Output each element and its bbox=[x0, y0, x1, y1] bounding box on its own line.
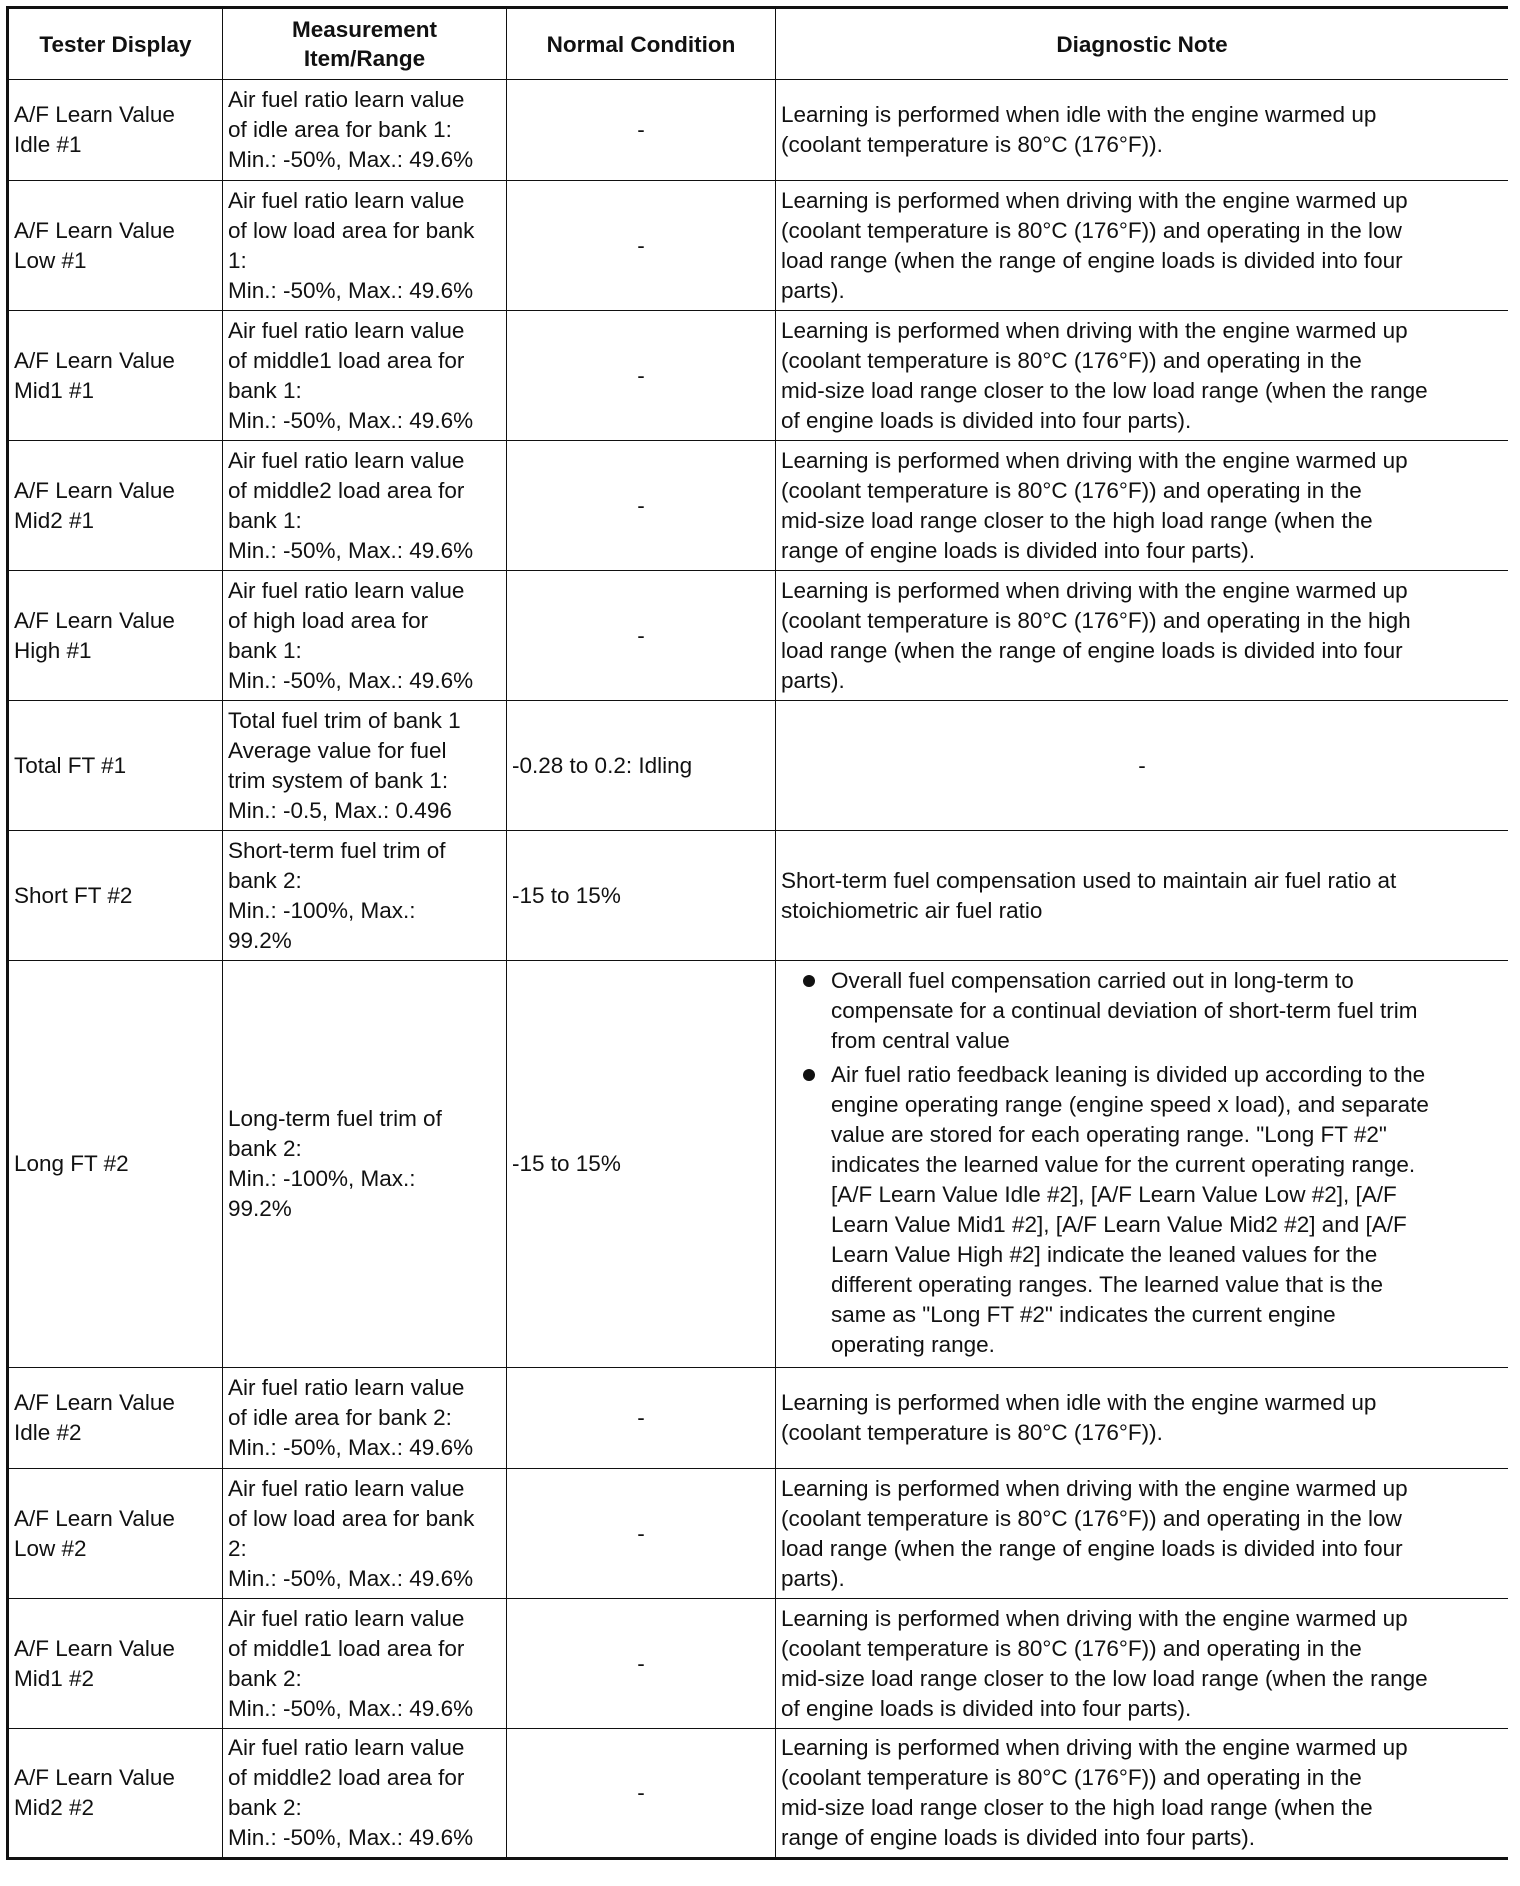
diagnostic-note-cell bbox=[776, 701, 1509, 831]
header-normal-condition bbox=[507, 8, 776, 80]
measurement-item-line: Min.: -0.5, Max.: 0.496 bbox=[228, 797, 452, 823]
tester-display-line: A/F Learn Value bbox=[14, 347, 175, 373]
normal-condition-cell bbox=[507, 311, 776, 441]
measurement-item-line: Min.: -50%, Max.: 49.6% bbox=[228, 1825, 474, 1850]
measurement-item-line: Min.: -100%, Max.: bbox=[228, 897, 416, 923]
normal-condition-value: -15 to 15% bbox=[512, 882, 621, 908]
tester-display-line: Mid1 #2 bbox=[14, 1665, 95, 1691]
diagnostic-note-line: Learning is performed when driving with the engine warmed up bbox=[781, 447, 1408, 473]
measurement-item-line: Air fuel ratio learn value bbox=[228, 1605, 465, 1631]
diagnostic-note-line: range of engine loads is divided into four parts). bbox=[781, 537, 1256, 563]
tester-display-cell bbox=[8, 1729, 223, 1859]
diagnostic-note-bullet-line: from central value bbox=[831, 1028, 1010, 1053]
bullet-dot-icon bbox=[803, 975, 815, 987]
tester-display-cell bbox=[8, 80, 223, 181]
table-row bbox=[8, 1599, 1509, 1729]
diagnostic-note-bullet-line: different operating ranges. The learned value that is the bbox=[831, 1272, 1384, 1297]
tester-display-line: A/F Learn Value bbox=[14, 1390, 175, 1415]
normal-condition-value: - bbox=[637, 117, 645, 142]
measurement-item-cell bbox=[223, 181, 507, 311]
measurement-item-line: Air fuel ratio learn value bbox=[228, 87, 465, 112]
tester-display-line: A/F Learn Value bbox=[14, 607, 175, 633]
measurement-item-cell bbox=[223, 831, 507, 961]
diagnostic-note-line: (coolant temperature is 80°C (176°F)) and operating in the high bbox=[781, 607, 1411, 633]
measurement-item-line: 1: bbox=[228, 247, 247, 273]
tester-display-line: Low #1 bbox=[14, 247, 87, 273]
measurement-item-line: of high load area for bbox=[228, 607, 429, 633]
diagnostic-note-line: mid-size load range closer to the low load range (when the range bbox=[781, 377, 1428, 403]
measurement-item-line: Air fuel ratio learn value bbox=[228, 187, 465, 213]
data-list-table bbox=[6, 6, 1508, 1860]
normal-condition-cell bbox=[507, 80, 776, 181]
diagnostic-note-line: parts). bbox=[781, 667, 845, 693]
tester-display-line: Mid1 #1 bbox=[14, 377, 95, 403]
header-measurement-line2: Item/Range bbox=[303, 46, 426, 71]
measurement-item-line: bank 2: bbox=[228, 1136, 302, 1161]
measurement-item-cell bbox=[223, 1729, 507, 1859]
measurement-item-cell bbox=[223, 441, 507, 571]
diagnostic-note-cell bbox=[776, 831, 1509, 961]
measurement-item-line: Min.: -50%, Max.: 49.6% bbox=[228, 667, 474, 693]
diagnostic-note-bullet-line: value are stored for each operating range. "Long FT #2" bbox=[831, 1122, 1387, 1147]
diagnostic-note-cell bbox=[776, 961, 1509, 1368]
tester-display-line: A/F Learn Value bbox=[14, 477, 175, 503]
tester-display-line: Mid2 #1 bbox=[14, 507, 95, 533]
diagnostic-note-line: (coolant temperature is 80°C (176°F)) and operating in the low bbox=[781, 1505, 1402, 1531]
diagnostic-note-line: Learning is performed when driving with the engine warmed up bbox=[781, 187, 1408, 213]
normal-condition-cell bbox=[507, 961, 776, 1368]
diagnostic-note-line: Learning is performed when idle with the engine warmed up bbox=[781, 1390, 1377, 1415]
measurement-item-line: of middle2 load area for bbox=[228, 477, 465, 503]
table-body bbox=[8, 80, 1509, 1859]
tester-display-line: A/F Learn Value bbox=[14, 217, 175, 243]
diagnostic-note-bullet-line: compensate for a continual deviation of short-term fuel trim bbox=[831, 998, 1418, 1023]
measurement-item-cell bbox=[223, 1599, 507, 1729]
normal-condition-cell bbox=[507, 571, 776, 701]
table-row bbox=[8, 831, 1509, 961]
measurement-item-line: Average value for fuel bbox=[228, 737, 447, 763]
measurement-item-line: Min.: -100%, Max.: bbox=[228, 1166, 416, 1191]
diagnostic-note-line: (coolant temperature is 80°C (176°F)) and operating in the low bbox=[781, 217, 1402, 243]
normal-condition-cell bbox=[507, 1469, 776, 1599]
diagnostic-note-line: mid-size load range closer to the low load range (when the range bbox=[781, 1665, 1428, 1691]
measurement-item-line: Total fuel trim of bank 1 bbox=[228, 707, 461, 733]
diagnostic-note-line: Learning is performed when driving with the engine warmed up bbox=[781, 577, 1408, 603]
diagnostic-note-line: - bbox=[1138, 752, 1146, 778]
measurement-item-line: bank 1: bbox=[228, 377, 302, 403]
measurement-item-line: Air fuel ratio learn value bbox=[228, 577, 465, 603]
diagnostic-note-bullet-line: Learn Value High #2] indicate the leaned values for the bbox=[831, 1242, 1378, 1267]
normal-condition-cell bbox=[507, 831, 776, 961]
diagnostic-note-line: load range (when the range of engine loads is divided into four bbox=[781, 637, 1403, 663]
diagnostic-note-line: parts). bbox=[781, 277, 845, 303]
table-row bbox=[8, 311, 1509, 441]
tester-display-line: Mid2 #2 bbox=[14, 1795, 95, 1820]
measurement-item-line: bank 2: bbox=[228, 867, 302, 893]
tester-display-line: Long FT #2 bbox=[14, 1151, 129, 1176]
table-row bbox=[8, 1368, 1509, 1469]
measurement-item-line: trim system of bank 1: bbox=[228, 767, 449, 793]
normal-condition-value: - bbox=[637, 1520, 645, 1546]
measurement-item-line: Min.: -50%, Max.: 49.6% bbox=[228, 407, 474, 433]
tester-display-line: Low #2 bbox=[14, 1535, 87, 1561]
normal-condition-cell bbox=[507, 1368, 776, 1469]
diagnostic-note-bullet bbox=[781, 966, 1503, 1056]
normal-condition-cell bbox=[507, 181, 776, 311]
diagnostic-note-line: load range (when the range of engine loads is divided into four bbox=[781, 247, 1403, 273]
table-row bbox=[8, 441, 1509, 571]
diagnostic-note-cell bbox=[776, 181, 1509, 311]
tester-display-line: Idle #1 bbox=[14, 132, 82, 157]
diagnostic-note-line: Learning is performed when driving with the engine warmed up bbox=[781, 317, 1408, 343]
normal-condition-value: - bbox=[637, 1650, 645, 1676]
diagnostic-note-bullet-line: Air fuel ratio feedback leaning is divided up according to the bbox=[831, 1062, 1426, 1087]
diagnostic-note-line: parts). bbox=[781, 1565, 845, 1591]
measurement-item-line: 99.2% bbox=[228, 927, 292, 953]
diagnostic-note-line: (coolant temperature is 80°C (176°F)) and operating in the bbox=[781, 1765, 1362, 1790]
tester-display-cell bbox=[8, 831, 223, 961]
diagnostic-note-line: load range (when the range of engine loads is divided into four bbox=[781, 1535, 1403, 1561]
measurement-item-cell bbox=[223, 571, 507, 701]
bullet-dot-icon bbox=[803, 1069, 815, 1081]
measurement-item-line: bank 1: bbox=[228, 507, 302, 533]
tester-display-line: Total FT #1 bbox=[14, 752, 127, 778]
tester-display-cell bbox=[8, 701, 223, 831]
tester-display-cell bbox=[8, 441, 223, 571]
measurement-item-line: Air fuel ratio learn value bbox=[228, 317, 465, 343]
normal-condition-cell bbox=[507, 1599, 776, 1729]
diagnostic-note-line: Learning is performed when idle with the engine warmed up bbox=[781, 102, 1377, 127]
diagnostic-note-bullet-line: indicates the learned value for the current operating range. bbox=[831, 1152, 1416, 1177]
measurement-item-cell bbox=[223, 961, 507, 1368]
measurement-item-line: of low load area for bank bbox=[228, 1505, 475, 1531]
diagnostic-note-cell bbox=[776, 80, 1509, 181]
measurement-item-line: bank 1: bbox=[228, 637, 302, 663]
measurement-item-line: of middle1 load area for bbox=[228, 1635, 465, 1661]
tester-display-cell bbox=[8, 1469, 223, 1599]
tester-display-line: A/F Learn Value bbox=[14, 1765, 175, 1790]
normal-condition-value: - bbox=[637, 232, 645, 258]
normal-condition-cell bbox=[507, 701, 776, 831]
header-normal-condition-label: Normal Condition bbox=[546, 31, 736, 57]
measurement-item-line: Min.: -50%, Max.: 49.6% bbox=[228, 537, 474, 563]
tester-display-cell bbox=[8, 571, 223, 701]
tester-display-line: A/F Learn Value bbox=[14, 102, 175, 127]
measurement-item-line: Min.: -50%, Max.: 49.6% bbox=[228, 1435, 474, 1460]
table-row bbox=[8, 961, 1509, 1368]
diagnostic-note-line: stoichiometric air fuel ratio bbox=[781, 897, 1043, 923]
measurement-item-line: Min.: -50%, Max.: 49.6% bbox=[228, 277, 474, 303]
measurement-item-line: Min.: -50%, Max.: 49.6% bbox=[228, 1565, 474, 1591]
diagnostic-note-bullet bbox=[781, 1060, 1503, 1360]
diagnostic-note-bullet-list bbox=[781, 966, 1503, 1360]
measurement-item-line: 99.2% bbox=[228, 1196, 292, 1221]
diagnostic-note-line: (coolant temperature is 80°C (176°F)) and operating in the bbox=[781, 347, 1362, 373]
normal-condition-value: - bbox=[637, 1780, 645, 1805]
measurement-item-line: Min.: -50%, Max.: 49.6% bbox=[228, 1695, 474, 1721]
tester-display-line: A/F Learn Value bbox=[14, 1635, 175, 1661]
table-row bbox=[8, 571, 1509, 701]
diagnostic-note-line: mid-size load range closer to the high load range (when the bbox=[781, 507, 1373, 533]
measurement-item-line: Air fuel ratio learn value bbox=[228, 1375, 465, 1400]
table-row bbox=[8, 181, 1509, 311]
diagnostic-note-bullet-line: operating range. bbox=[831, 1332, 995, 1357]
diagnostic-note-line: of engine loads is divided into four parts). bbox=[781, 407, 1192, 433]
table-header-row bbox=[8, 8, 1509, 80]
diagnostic-note-cell bbox=[776, 1599, 1509, 1729]
diagnostic-note-cell bbox=[776, 1469, 1509, 1599]
measurement-item-line: of idle area for bank 1: bbox=[228, 117, 452, 142]
tester-display-cell bbox=[8, 311, 223, 441]
table-row bbox=[8, 1469, 1509, 1599]
normal-condition-value: - bbox=[637, 1405, 645, 1430]
tester-display-line: Short FT #2 bbox=[14, 882, 133, 908]
diagnostic-note-line: (coolant temperature is 80°C (176°F)). bbox=[781, 132, 1163, 157]
diagnostic-note-line: range of engine loads is divided into four parts). bbox=[781, 1825, 1256, 1850]
measurement-item-line: Air fuel ratio learn value bbox=[228, 1475, 465, 1501]
diagnostic-note-bullet-line: same as "Long FT #2" indicates the current engine bbox=[831, 1302, 1336, 1327]
measurement-item-line: Air fuel ratio learn value bbox=[228, 1735, 465, 1760]
tester-display-cell bbox=[8, 181, 223, 311]
header-measurement-item bbox=[223, 8, 507, 80]
measurement-item-cell bbox=[223, 80, 507, 181]
measurement-item-line: bank 2: bbox=[228, 1665, 302, 1691]
diagnostic-note-bullet-line: [A/F Learn Value Idle #2], [A/F Learn Value Low #2], [A/F bbox=[831, 1182, 1397, 1207]
diagnostic-note-line: Learning is performed when driving with the engine warmed up bbox=[781, 1735, 1408, 1760]
diagnostic-note-bullet-line: Learn Value Mid1 #2], [A/F Learn Value Mid2 #2] and [A/F bbox=[831, 1212, 1407, 1237]
tester-display-cell bbox=[8, 1599, 223, 1729]
normal-condition-cell bbox=[507, 441, 776, 571]
header-measurement-line1: Measurement bbox=[291, 17, 438, 42]
diagnostic-note-line: Short-term fuel compensation used to maintain air fuel ratio at bbox=[781, 867, 1397, 893]
header-tester-display-label: Tester Display bbox=[39, 31, 192, 57]
measurement-item-line: 2: bbox=[228, 1535, 247, 1561]
measurement-item-cell bbox=[223, 701, 507, 831]
tester-display-line: Idle #2 bbox=[14, 1420, 82, 1445]
diagnostic-note-line: (coolant temperature is 80°C (176°F)). bbox=[781, 1420, 1163, 1445]
normal-condition-cell bbox=[507, 1729, 776, 1859]
diagnostic-note-cell bbox=[776, 1729, 1509, 1859]
measurement-item-line: of low load area for bank bbox=[228, 217, 475, 243]
diagnostic-note-cell bbox=[776, 311, 1509, 441]
normal-condition-value: - bbox=[637, 492, 645, 518]
diagnostic-note-line: (coolant temperature is 80°C (176°F)) and operating in the bbox=[781, 477, 1362, 503]
diagnostic-note-cell bbox=[776, 441, 1509, 571]
measurement-item-cell bbox=[223, 1368, 507, 1469]
diagnostic-note-bullet-line: Overall fuel compensation carried out in long-term to bbox=[831, 968, 1354, 993]
diagnostic-note-cell bbox=[776, 571, 1509, 701]
measurement-item-line: of middle2 load area for bbox=[228, 1765, 465, 1790]
normal-condition-value: -15 to 15% bbox=[512, 1151, 621, 1176]
measurement-item-line: Short-term fuel trim of bbox=[228, 837, 446, 863]
header-diagnostic-note-label: Diagnostic Note bbox=[1056, 31, 1228, 57]
diagnostic-note-line: Learning is performed when driving with the engine warmed up bbox=[781, 1475, 1408, 1501]
normal-condition-value: - bbox=[637, 622, 645, 648]
measurement-item-line: Long-term fuel trim of bbox=[228, 1106, 442, 1131]
diagnostic-note-line: Learning is performed when driving with the engine warmed up bbox=[781, 1605, 1408, 1631]
normal-condition-value: -0.28 to 0.2: Idling bbox=[512, 752, 693, 778]
table-row bbox=[8, 80, 1509, 181]
measurement-item-cell bbox=[223, 311, 507, 441]
measurement-item-line: Min.: -50%, Max.: 49.6% bbox=[228, 147, 474, 172]
tester-display-cell bbox=[8, 961, 223, 1368]
diagnostic-note-line: (coolant temperature is 80°C (176°F)) and operating in the bbox=[781, 1635, 1362, 1661]
tester-display-line: A/F Learn Value bbox=[14, 1505, 175, 1531]
table-row bbox=[8, 701, 1509, 831]
table-row bbox=[8, 1729, 1509, 1859]
normal-condition-value: - bbox=[637, 362, 645, 388]
diagnostic-note-line: mid-size load range closer to the high load range (when the bbox=[781, 1795, 1373, 1820]
diagnostic-note-line: of engine loads is divided into four parts). bbox=[781, 1695, 1192, 1721]
diagnostic-note-cell bbox=[776, 1368, 1509, 1469]
measurement-item-line: of idle area for bank 2: bbox=[228, 1405, 452, 1430]
measurement-item-cell bbox=[223, 1469, 507, 1599]
tester-display-line: High #1 bbox=[14, 637, 92, 663]
header-diagnostic-note bbox=[776, 8, 1509, 80]
measurement-item-line: of middle1 load area for bbox=[228, 347, 465, 373]
measurement-item-line: bank 2: bbox=[228, 1795, 302, 1820]
tester-display-cell bbox=[8, 1368, 223, 1469]
measurement-item-line: Air fuel ratio learn value bbox=[228, 447, 465, 473]
header-tester-display bbox=[8, 8, 223, 80]
diagnostic-note-bullet-line: engine operating range (engine speed x load), and separate bbox=[831, 1092, 1429, 1117]
diagnostic-sheet bbox=[6, 6, 1508, 1876]
